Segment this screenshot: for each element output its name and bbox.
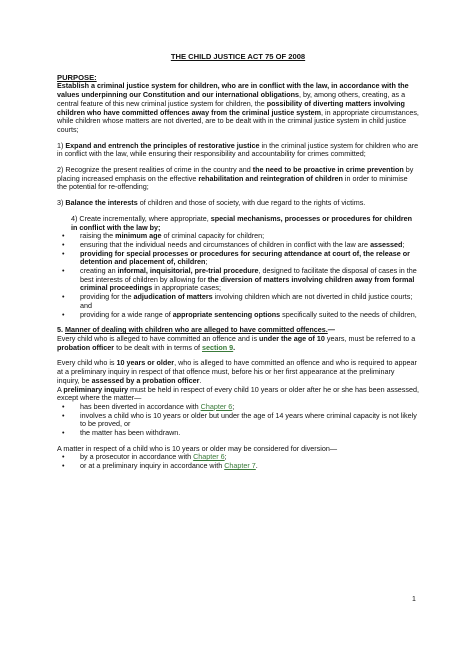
text-run: Establish a criminal justice system for children, who are in conflict with the law, in accordance with the values underpinning our Constitution and our international obligations [57, 81, 409, 100]
chapter-link[interactable]: Chapter 7 [224, 461, 256, 471]
text-run: involves a child who is 10 years or older but under the age of 14 years where criminal capacity is not likely to be proved, or [80, 410, 417, 429]
text-run: ; [205, 257, 208, 267]
text-run: , in appropriate circumstances, while children whose matters are not diverted, are to be dealt with in the criminal justice system in child justice courts; [57, 107, 419, 134]
text-run: years, must be referred to a [324, 333, 416, 343]
text-run: rehabilitation and reintegration of children [198, 173, 343, 183]
purpose-item-2 [57, 166, 419, 192]
list-item [57, 311, 419, 320]
text-run: in order to minimise the potential for re-offending; [57, 173, 408, 192]
chapter-link[interactable]: section 9 [202, 342, 234, 352]
text-run: under the age of 10 [259, 333, 325, 343]
text-run: A [57, 384, 64, 394]
purpose-paragraph [57, 82, 419, 134]
text-run: , who is alleged to have committed an offence and who is required to appear at a preliminary inquiry in respect of that offence must, before his or her first appearance at the preliminary inquiry, be [57, 358, 417, 385]
page-number: 1 [412, 596, 416, 603]
list-item [57, 462, 419, 471]
chapter-link[interactable]: Chapter 6 [193, 452, 225, 462]
purpose-item-3 [57, 199, 419, 208]
list-item [57, 250, 419, 267]
text-run: probation officer [57, 342, 115, 352]
purpose-item-4-list [57, 232, 419, 319]
text-run: assessed by a probation officer [91, 375, 200, 385]
text-run: 4) Create incrementally, where appropriate, [71, 213, 211, 223]
text-run: 10 years or older [116, 358, 175, 368]
text-run: appropriate sentencing options [172, 309, 281, 319]
list-item [57, 412, 419, 429]
text-run: assessed [370, 239, 403, 249]
text-run: adjudication of matters [133, 292, 213, 302]
text-run: Balance the interests [65, 198, 138, 208]
text-run: . [255, 461, 258, 471]
text-run: minimum age [115, 231, 162, 241]
text-run: providing for special processes or procedures for securing attendance at court of, the release or detention and placement of, children [80, 248, 410, 267]
text-run: must be held in respect of every child 10 years or older after he or she has been assessed, except where the matter— [57, 384, 419, 403]
text-run: A matter in respect of a child who is 10 years or older may be considered for diversion— [57, 443, 338, 453]
list-item [57, 293, 419, 310]
list-item [57, 267, 419, 293]
section-5-paragraph-1 [57, 335, 419, 352]
text-run: ; [232, 401, 235, 411]
text-run: the matter has been withdrawn. [80, 428, 181, 438]
text-run: Every child who is [57, 358, 117, 368]
text-run: in appropriate cases; [152, 283, 222, 293]
text-run: , designed to facilitate the disposal of cases in the best interests of children by allowing for [80, 266, 417, 284]
section-5-paragraph-3-list [57, 403, 419, 438]
text-run: of criminal capacity for children; [161, 231, 265, 241]
text-run: creating an [80, 266, 118, 276]
text-run: 1) [57, 140, 66, 150]
text-run: informal, inquisitorial, pre-trial procedure [117, 266, 259, 276]
section-5-number: 5. [57, 325, 65, 335]
text-run: raising the [80, 231, 116, 241]
text-run: to be dealt with in terms of [114, 342, 202, 352]
text-run: . [199, 375, 202, 385]
text-run: , by, among others, creating, as a central feature of this new criminal justice system for children, the [57, 90, 406, 108]
text-run: special mechanisms, processes or procedures for children in conflict with the law by; [71, 213, 413, 232]
document-page [57, 53, 419, 478]
document-title: THE CHILD JUSTICE ACT 75 OF 2008 [170, 52, 306, 61]
section-5-paragraph-2 [57, 359, 419, 385]
text-run: . [233, 342, 236, 352]
text-run: 3) [57, 198, 66, 208]
list-item [57, 429, 419, 438]
text-run: ; [402, 239, 405, 249]
text-run: ; [224, 452, 227, 462]
purpose-heading: PURPOSE: [57, 72, 97, 82]
text-run: the need to be proactive in crime prevention [252, 165, 404, 175]
text-run: involving children which are not diverted in child justice courts; and [80, 292, 413, 310]
text-run: by placing increased emphasis on the effective [57, 165, 414, 183]
text-run: providing for a wide range of [80, 309, 173, 319]
purpose-item-1 [57, 142, 419, 159]
text-run: specifically suited to the needs of children, [280, 309, 417, 319]
text-run: in the criminal justice system for children who are in conflict with the law, while ensuring their responsibility and accountability for crimes committed; [57, 140, 419, 159]
text-run: Expand and entrench the principles of restorative justice [65, 140, 260, 150]
purpose-item-4-intro [71, 215, 419, 232]
text-run: 2) Recognize the present realities of crime in the country and [57, 165, 253, 175]
section-5-paragraph-3 [57, 386, 419, 403]
text-run: or at a preliminary inquiry in accordance with [80, 461, 225, 471]
text-run: ensuring that the individual needs and circumstances of children in conflict with the law are [80, 239, 371, 249]
text-run: the diversion of matters involving children away from formal criminal proceedings [80, 274, 415, 293]
text-run: has been diverted in accordance with [80, 401, 201, 411]
chapter-link[interactable]: Chapter 6 [200, 401, 233, 411]
section-5-paragraph-4-list [57, 453, 419, 470]
section-5-dash: — [327, 325, 335, 335]
text-run: Every child who is alleged to have committed an offence and is [57, 333, 260, 343]
text-run: of children and those of society, with due regard to the rights of victims. [137, 198, 366, 208]
text-run: by a prosecutor in accordance with [80, 452, 194, 462]
section-5-title: Manner of dealing with children who are alleged to have committed offences. [65, 325, 328, 335]
text-run: providing for the [80, 292, 134, 302]
text-run: preliminary inquiry [63, 384, 129, 394]
text-run: possibility of diverting matters involving children who have committed offences away from the criminal justice system [57, 98, 405, 117]
